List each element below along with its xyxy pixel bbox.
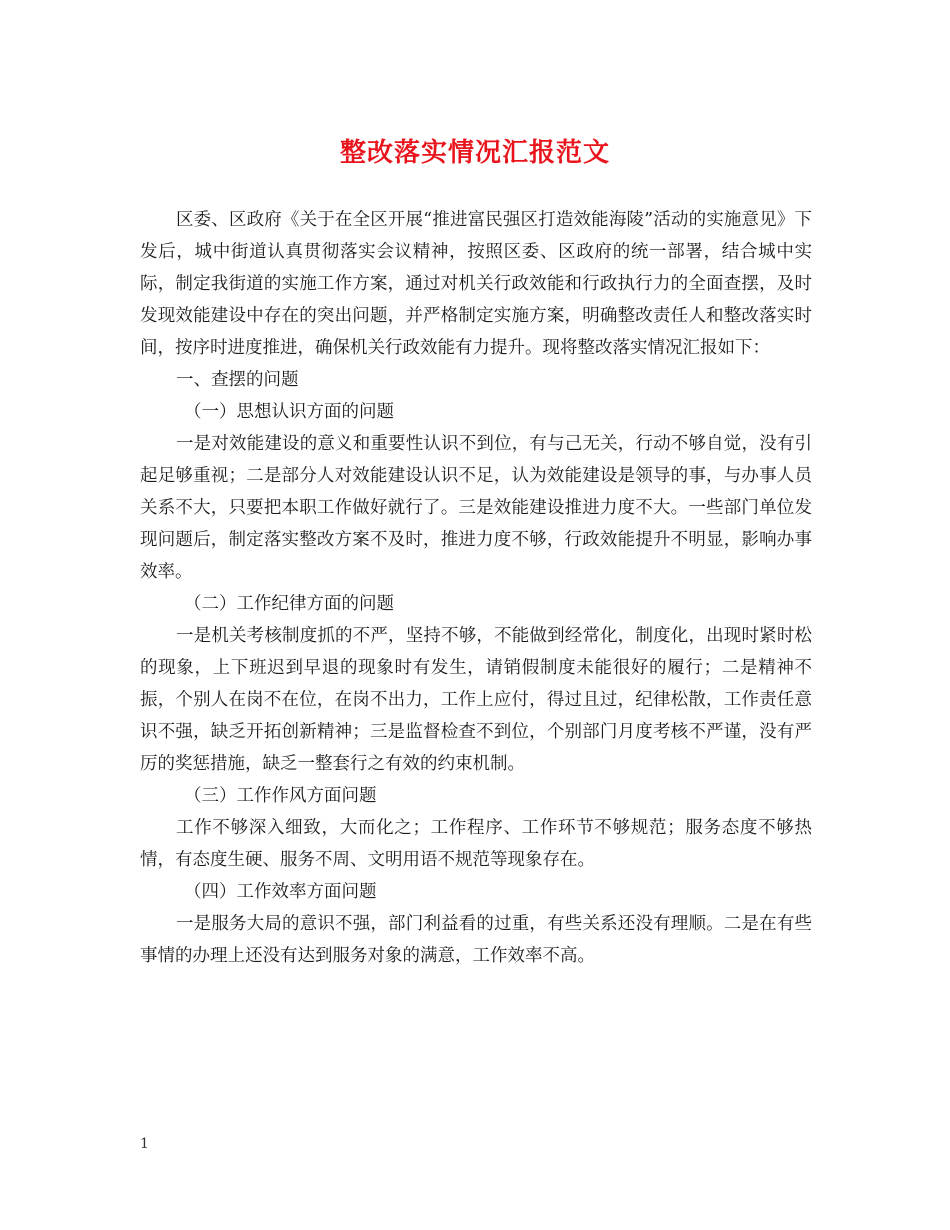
paragraph-discipline: 一是机关考核制度抓的不严，坚持不够，不能做到经常化，制度化，出现时紧时松的现象，上下班迟到早退的现象时有发生，请销假制度未能很好的履行；二是精神不振，个别人在岗不在位，在岗不出力，工作上应付，得过且过，纪律松散，工作责任意识不强，缺乏开拓创新精神；三是监督检查不到位，个别部门月度考核不严谨，没有严厉的奖惩措施，缺乏一整套行之有效的约束机制。 [140, 626, 812, 774]
document-body [140, 204, 812, 972]
paragraph-thinking: 一是对效能建设的意义和重要性认识不到位，有与己无关，行动不够自觉，没有引起足够重视；二是部分人对效能建设认识不足，认为效能建设是领导的事，与办事人员关系不大，只要把本职工作做好就行了。三是效能建设推进力度不大。一些部门单位发现问题后，制定落实整改方案不及时，推进力度不够，行政效能提升不明显，影响办事效率。 [140, 434, 812, 582]
intro-paragraph: 区委、区政府《关于在全区开展“推进富民强区打造效能海陵”活动的实施意见》下发后，城中街道认真贯彻落实会议精神，按照区委、区政府的统一部署，结合城中实际，制定我街道的实施工作方案，通过对机关行政效能和行政执行力的全面查摆，及时发现效能建设中存在的突出问题，并严格制定实施方案，明确整改责任人和整改落实时间，按序时进度推进，确保机关行政效能有力提升。现将整改落实情况汇报如下： [140, 210, 812, 358]
subsection-heading-discipline: （二）工作纪律方面的问题 [184, 594, 394, 614]
subsection-heading-thinking: （一）思想认识方面的问题 [184, 402, 394, 422]
subsection-heading-efficiency: （四）工作效率方面问题 [184, 882, 377, 902]
subsection-heading-style: （三）工作作风方面问题 [184, 786, 377, 806]
paragraph-efficiency: 一是服务大局的意识不强，部门利益看的过重，有些关系还没有理顺。二是在有些事情的办理上还没有达到服务对象的满意，工作效率不高。 [140, 914, 812, 966]
paragraph-style: 工作不够深入细致，大而化之；工作程序、工作环节不够规范；服务态度不够热情，有态度生硬、服务不周、文明用语不规范等现象存在。 [140, 818, 812, 870]
page-number: 1 [140, 1136, 149, 1152]
section-heading-problems: 一、查摆的问题 [176, 370, 299, 390]
document-title: 整改落实情况汇报范文 [339, 138, 610, 168]
